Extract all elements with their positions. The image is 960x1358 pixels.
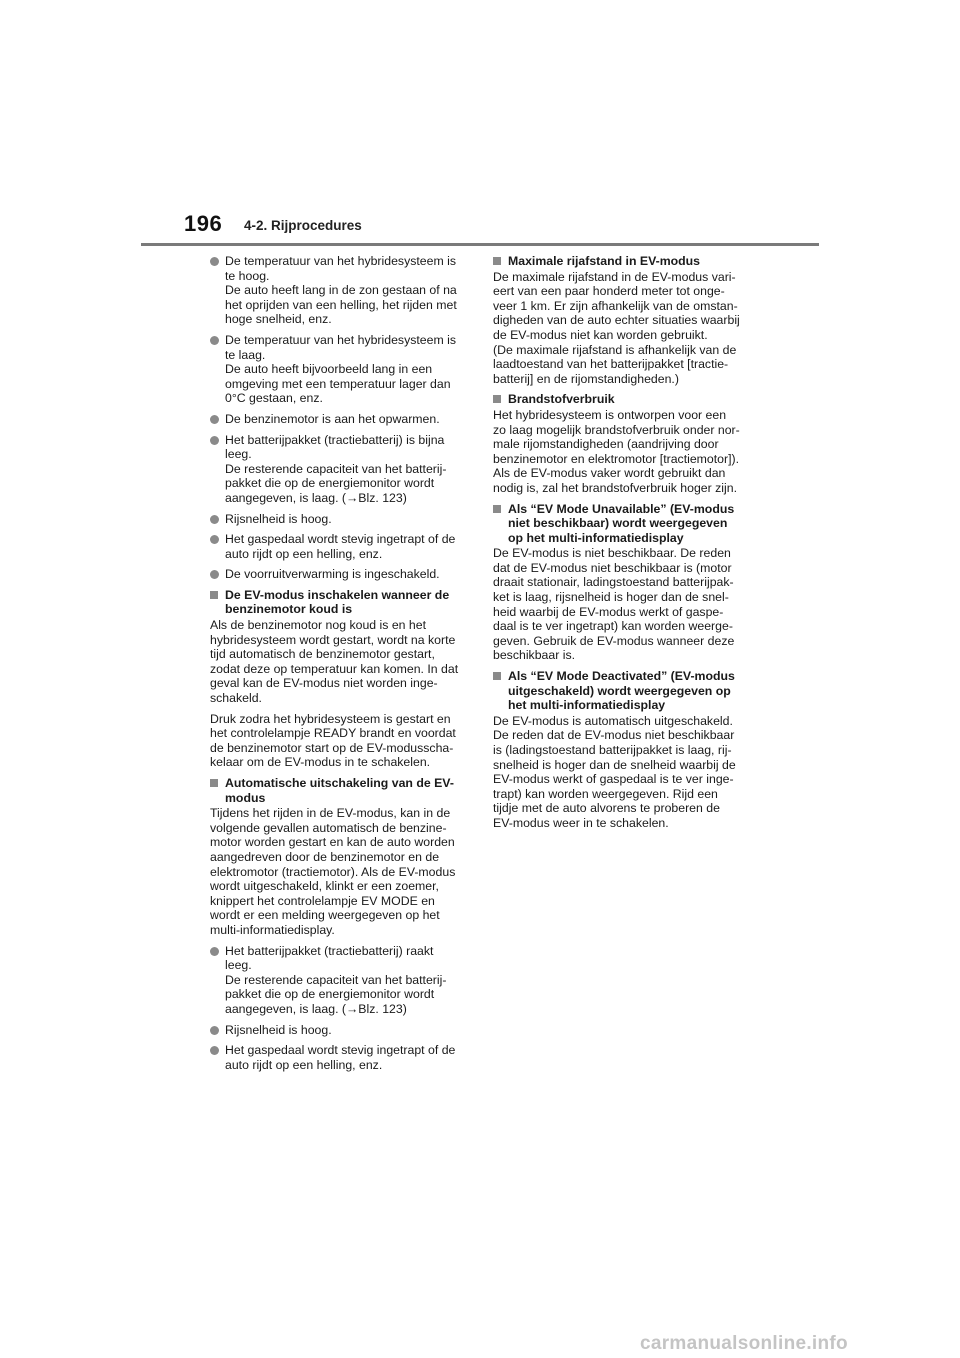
bullet-item — [210, 412, 466, 427]
left-column — [210, 254, 466, 1078]
bullet-item — [210, 512, 466, 527]
subsection-heading — [493, 502, 749, 546]
bullet-item — [210, 433, 466, 506]
subsection-heading — [493, 392, 749, 407]
bullet-item — [210, 567, 466, 582]
bullet-item — [210, 532, 466, 561]
subsection-heading — [210, 588, 466, 617]
subsection-heading — [493, 254, 749, 269]
bullet-text: De temperatuur van het hybridesysteem is te laag. De auto heeft bijvoorbeeld lang in een omgeving met een temperatuur lager dan 0°C gestaan, enz. — [225, 332, 457, 406]
bullet-dot-icon — [210, 570, 219, 579]
heading-text: Als “EV Mode Deactivated” (EV-modus uitgeschakeld) wordt weergegeven op het multi-informatiedisplay — [508, 669, 735, 713]
bullet-item — [210, 254, 466, 327]
bullet-dot-icon — [210, 1026, 219, 1035]
heading-text: De EV-modus inschakelen wanneer de benzinemotor koud is — [225, 587, 450, 617]
bullet-text: De benzinemotor is aan het opwarmen. — [225, 411, 440, 426]
header-divider — [141, 243, 819, 246]
paragraph: Druk zodra het hybridesysteem is gestart en het controlelampje READY brandt en voordat de benzinemotor start op de EV-modusscha- kelaar om de EV-modus in te schakelen. — [210, 711, 456, 770]
heading-square-icon — [493, 395, 501, 403]
subsection-heading — [210, 776, 466, 805]
watermark: carmanualsonline.info — [640, 1333, 848, 1354]
bullet-text: Het batterijpakket (tractiebatterij) raakt leeg. De resterende capaciteit van het batterij- pakket die op de energiemonitor wordt aangegeven, is laag. (→Blz. 123) — [225, 943, 447, 1016]
paragraph: Tijdens het rijden in de EV-modus, kan in de volgende gevallen automatisch de benzine- motor worden gestart en kan de auto worden aangedreven door de benzinemotor en de elektromotor (tractiemotor). Als de EV-modus wordt uitgeschakeld, klinkt er een zoemer, knippert het controlelampje EV MODE en wordt er een melding weergegeven op het multi-informatiedisplay. — [210, 806, 456, 937]
heading-text: Automatische uitschakeling van de EV- modus — [225, 776, 454, 805]
paragraph: De EV-modus is automatisch uitgeschakeld. De reden dat de EV-modus niet beschikbaar is (ladingstoestand batterijpakket is laag, rij- snelheid is hoger dan de snelheid waarbij de EV-modus werkt of gaspedaal is te ver inge- trapt) kan worden weergegeven. Rijd een tijdje met de auto alvorens te proberen de EV-modus weer in te schakelen. — [493, 713, 736, 830]
bullet-text: Het gaspedaal wordt stevig ingetrapt of de auto rijdt op een helling, enz. — [225, 1043, 456, 1072]
bullet-item — [210, 1023, 466, 1038]
bullet-text: Rijsnelheid is hoog. — [225, 511, 332, 526]
bullet-dot-icon — [210, 336, 219, 345]
bullet-item — [210, 333, 466, 406]
bullet-text: Rijsnelheid is hoog. — [225, 1022, 332, 1037]
heading-text: Maximale rijafstand in EV-modus — [508, 254, 701, 268]
bullet-dot-icon — [210, 515, 219, 524]
bullet-dot-icon — [210, 415, 219, 424]
right-column — [493, 254, 749, 837]
bullet-item — [210, 1043, 466, 1072]
heading-square-icon — [210, 779, 218, 787]
paragraph: De maximale rijafstand in de EV-modus vari- eert van een paar honderd meter tot onge- veer 1 km. Er zijn afhankelijk van de omstan- digheden van de auto echter situaties waarbij de EV-modus niet kan worden gebruikt. (De maximale rijafstand is afhankelijk van de laadtoestand van het batterijpakket [tractie- batterij] en de rijomstandigheden.) — [493, 269, 740, 386]
heading-square-icon — [493, 505, 501, 513]
heading-square-icon — [493, 672, 501, 680]
bullet-dot-icon — [210, 535, 219, 544]
bullet-text: Het batterijpakket (tractiebatterij) is bijna leeg. De resterende capaciteit van het batterij- pakket die op de energiemonitor wordt aangegeven, is laag. (→Blz. 123) — [225, 432, 447, 505]
bullet-text: De temperatuur van het hybridesysteem is te hoog. De auto heeft lang in de zon gestaan of na het oprijden van een helling, het rijden met hoge snelheid, enz. — [225, 254, 457, 327]
bullet-dot-icon — [210, 947, 219, 956]
heading-text: Brandstofverbruik — [508, 392, 615, 407]
page-number: 196 — [184, 211, 223, 236]
paragraph: Als de benzinemotor nog koud is en het hybridesysteem wordt gestart, wordt na korte tijd automatisch de benzinemotor gestart, zodat deze op temperatuur kan komen. In dat geval kan de EV-modus niet worden inge- schakeld. — [210, 618, 459, 706]
heading-square-icon — [210, 591, 218, 599]
paragraph: De EV-modus is niet beschikbaar. De reden dat de EV-modus niet beschikbaar is (motor draait stationair, ladingstoestand batterijpak- ket is laag, rijsnelheid is hoger dan de snel- heid waarbij de EV-modus werkt of gaspe- daal is te ver ingetrapt) kan worden weerge- geven. Gebruik de EV-modus wanneer deze beschikbaar is. — [493, 546, 735, 663]
paragraph: Het hybridesysteem is ontworpen voor een zo laag mogelijk brandstofverbruik onder nor- male rijomstandigheden (aandrijving door benzinemotor en elektromotor [tractiemotor]). Als de EV-modus vaker wordt gebruikt dan nodig is, zal het brandstofverbruik hoger zijn. — [493, 407, 740, 495]
subsection-heading — [493, 669, 749, 713]
bullet-dot-icon — [210, 436, 219, 445]
heading-square-icon — [493, 257, 501, 265]
bullet-dot-icon — [210, 257, 219, 266]
heading-text: Als “EV Mode Unavailable” (EV-modus niet beschikbaar) wordt weergegeven op het multi-informatiedisplay — [508, 501, 735, 545]
bullet-text: De voorruitverwarming is ingeschakeld. — [225, 567, 440, 582]
section-title: 4-2. Rijprocedures — [244, 218, 362, 233]
bullet-text: Het gaspedaal wordt stevig ingetrapt of de auto rijdt op een helling, enz. — [225, 532, 456, 561]
page-header — [0, 0, 960, 250]
bullet-item — [210, 944, 466, 1017]
bullet-dot-icon — [210, 1046, 219, 1055]
